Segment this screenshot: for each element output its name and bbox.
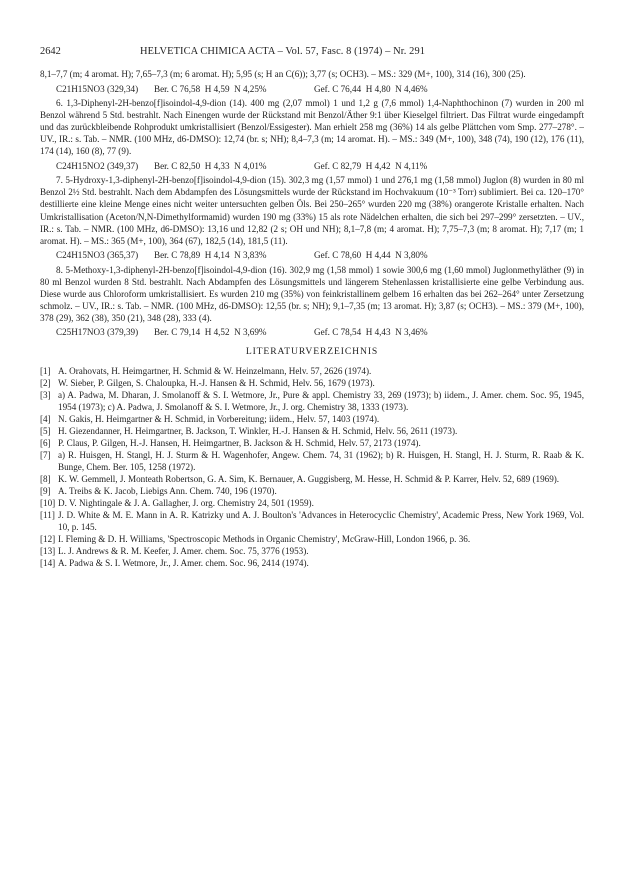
reference-text: A. Treibs & K. Jacob, Liebigs Ann. Chem. 740, 196 (1970). — [58, 486, 277, 496]
experiment-6: 6. 1,3-Diphenyl-2H-benzo[f]isoindol-4,9-dion (14). 400 mg (2,07 mmol) 1 und 1,2 g (7,6 mmol) 1,4-Naphthochinon (7) wurden in 200 ml Benzol während 5 Std. bestrahlt. Nach Einengen wurde der Rückstand mit Benzol/Äther 9:1 über Kieselgel filtriert. Das Filtrat wurde eingedampft und das zurückbleibende Rohprodukt umkristallisiert (Benzol/Essigester). Man erhielt 258 mg (36%) 14 als gelbe Plättchen vom Smp. 277–278°. – UV., IR.: s. Tab. – NMR. (100 MHz, d6-DMSO): 12,74 (br. s; NH); 8,4–7,3 (m; 14 aromat. H). – MS.: 349 (M+, 100), 348 (74), 190 (12), 176 (11), 174 (14), 160 (8), 77 (9). — [40, 98, 584, 157]
reference-number: [1] — [40, 365, 51, 376]
reference-item — [40, 437, 584, 449]
reference-number: [13] — [40, 546, 56, 557]
reference-text: N. Gakis, H. Heimgartner & H. Schmid, in Vorbereitung; iidem., Helv. 57, 1403 (1974). — [58, 413, 380, 424]
reference-item — [40, 497, 584, 509]
reference-item — [40, 533, 584, 545]
reference-item — [40, 413, 584, 425]
reference-number: [5] — [40, 425, 51, 436]
reference-text: D. V. Nightingale & J. A. Gallagher, J. org. Chemistry 24, 501 (1959). — [58, 498, 314, 509]
references-heading: LITERATURVERZEICHNIS — [245, 346, 379, 358]
reference-list — [40, 365, 584, 570]
reference-text: J. D. White & M. E. Mann in A. R. Katrizky und A. J. Boulton's 'Advances in Heterocyclic Chemistry', Academic Press, New York 1969, Vol. 10, p. 145. — [58, 510, 584, 533]
reference-text: K. W. Gemmell, J. Monteath Robertson, G. A. Sim, K. Bernauer, A. Guggisberg, M. Hesse, H. Schmid & P. Karrer, Helv. 52, 689 (1969). — [58, 473, 560, 484]
reference-number: [7] — [40, 449, 51, 460]
reference-number: [2] — [40, 377, 51, 388]
calculated: Ber. C 76,58 H 4,59 N 4,25% — [154, 83, 267, 94]
reference-number: [14] — [40, 558, 56, 569]
experiment-8: 8. 5-Methoxy-1,3-diphenyl-2H-benzo[f]isoindol-4,9-dion (16). 302,9 mg (1,58 mmol) 1 sowie 300,6 mg (1,60 mmol) Juglonmethyläther (9) in 80 ml Benzol wurden 8 Std. bestrahlt. Nach Abdampfen des Lösungsmittels und längerem Stehenlassen kristallisierte eine gelbe Verbindung aus. Diese wurde aus Chloroform umkristallisiert. Es wurden 210 mg (35%) von feinkristallinem gelbem 16 erhalten das bei 262–264° unter Zersetzung schmolz. – UV., IR.: s. Tab. – NMR. (100 MHz, d6-DMSO): 12,55 (br. s; NH); 9,1–7,35 (m; 13 aromat. H); 3,87 (s; OCH3). – MS.: 379 (M+, 100), 378 (29), 362 (38), 350 (21), 348 (28), 333 (4). — [40, 264, 584, 323]
page-number: 2642 — [40, 46, 61, 57]
reference-item — [40, 473, 584, 485]
found: Gef. C 76,44 H 4,80 N 4,46% — [314, 83, 428, 94]
reference-text: H. Giezendanner, H. Heimgartner, B. Jackson, T. Winkler, H.-J. Hansen & H. Schmid, Helv. 56, 2611 (1973). — [58, 425, 458, 436]
calculated: Ber. C 79,14 H 4,52 N 3,69% — [154, 327, 267, 338]
reference-number: [8] — [40, 473, 51, 484]
reference-number: [12] — [40, 534, 56, 545]
reference-text: a) A. Padwa, M. Dharan, J. Smolanoff & S. I. Wetmore, Jr., Pure & appl. Chemistry 33, 269 (1973); b) iidem., J. Amer. chem. Soc. 95, 1945, 1954 (1973); c) A. Padwa, J. Smolanoff & S. I. Wetmore, Jr., J. org. Chemistry 38, 1333 (1973). — [58, 389, 584, 412]
reference-item — [40, 365, 584, 377]
reference-text: L. J. Andrews & R. M. Keefer, J. Amer. chem. Soc. 75, 3776 (1953). — [58, 546, 309, 557]
article-body — [40, 68, 584, 569]
reference-text: A. Orahovats, H. Heimgartner, H. Schmid & W. Heinzelmann, Helv. 57, 2626 (1974). — [58, 365, 372, 376]
found: Gef. C 78,54 H 4,43 N 3,46% — [314, 327, 428, 338]
formula: C25H17NO3 (379,39) — [56, 327, 139, 338]
reference-number: [3] — [40, 389, 51, 400]
reference-item — [40, 557, 584, 569]
experiment-7: 7. 5-Hydroxy-1,3-diphenyl-2H-benzo[f]isoindol-4,9-dion (15). 302,3 mg (1,57 mmol) 1 und 276,1 mg (1,58 mmol) Juglon (8) wurden in 80 ml Benzol 2½ Std. bestrahlt. Nach dem Abdampfen des Lösungsmittels wurde der Rückstand im Hochvakuum (10⁻³ Torr) sublimiert. Bei ca. 120–170° destillierte eine kleine Menge eines nicht weiter untersuchten gelben Öls. Bei 250–265° wurden 220 mg (38%) orangerote Kristalle erhalten. Nach Umkristallisation (Aceton/N,N-Dimethylformamid) wurden 190 mg (33%) 15 als rote Nädelchen erhalten, die sich bei 297–299° zersetzten. – UV., IR.: s. Tab. – NMR. (100 MHz, d6-DMSO): 13,16 und 12,82 (2 s; OH und NH); 8,1–7,8 (m; 4 aromat. H); 7,75–7,3 (m; 8 aromat. H); 7,17 (m; 1 aromat. H). – MS.: 365 (M+, 100), 364 (67), 182,5 (14), 181,5 (11). — [40, 175, 584, 246]
elemental-analysis-1 — [40, 83, 584, 95]
reference-text: A. Padwa & S. I. Wetmore, Jr., J. Amer. chem. Soc. 96, 2414 (1974). — [58, 558, 309, 569]
elemental-analysis-6 — [40, 160, 584, 172]
reference-number: [11] — [40, 510, 55, 521]
found: Gef. C 78,60 H 4,44 N 3,80% — [314, 250, 428, 261]
reference-number: [9] — [40, 486, 51, 496]
reference-text: I. Fleming & D. H. Williams, 'Spectroscopic Methods in Organic Chemistry', McGraw-Hill, London 1966, p. 36. — [58, 534, 471, 545]
formula: C21H15NO3 (329,34) — [56, 83, 139, 94]
reference-number: [10] — [40, 498, 56, 509]
running-header — [40, 46, 584, 60]
reference-number: [4] — [40, 413, 51, 424]
reference-item — [40, 509, 584, 533]
journal-title: HELVETICA CHIMICA ACTA – Vol. 57, Fasc. 8 (1974) – Nr. 291 — [140, 46, 426, 57]
reference-item — [40, 389, 584, 413]
reference-number: [6] — [40, 437, 51, 448]
elemental-analysis-8 — [40, 326, 584, 338]
reference-item — [40, 449, 584, 473]
reference-item — [40, 377, 584, 389]
reference-text: a) R. Huisgen, H. Stangl, H. J. Sturm & H. Wagenhofer, Angew. Chem. 74, 31 (1962); b) R. Huisgen, H. Stangl, H. J. Sturm, R. Raab & K. Bunge, Chem. Ber. 105, 1258 (1972). — [58, 449, 584, 472]
elemental-analysis-7 — [40, 249, 584, 261]
calculated: Ber. C 82,50 H 4,33 N 4,01% — [154, 160, 267, 171]
reference-text: P. Claus, P. Gilgen, H.-J. Hansen, H. Heimgartner, B. Jackson & H. Schmid, Helv. 57, 2173 (1974). — [58, 437, 421, 448]
reference-item — [40, 545, 584, 557]
reference-item — [40, 485, 584, 497]
calculated: Ber. C 78,89 H 4,14 N 3,83% — [154, 250, 267, 261]
formula: C24H15NO3 (365,37) — [56, 250, 139, 261]
paragraph-continuation: 8,1–7,7 (m; 4 aromat. H); 7,65–7,3 (m; 6 aromat. H); 5,95 (s; H an C(6)); 3,77 (s; OCH3). – MS.: 329 (M+, 100), 314 (16), 300 (25). — [40, 69, 526, 79]
formula: C24H15NO2 (349,37) — [56, 160, 139, 171]
reference-item — [40, 425, 584, 437]
reference-text: W. Sieber, P. Gilgen, S. Chaloupka, H.-J. Hansen & H. Schmid, Helv. 56, 1679 (1973). — [58, 377, 375, 388]
found: Gef. C 82,79 H 4,42 N 4,11% — [314, 160, 428, 171]
